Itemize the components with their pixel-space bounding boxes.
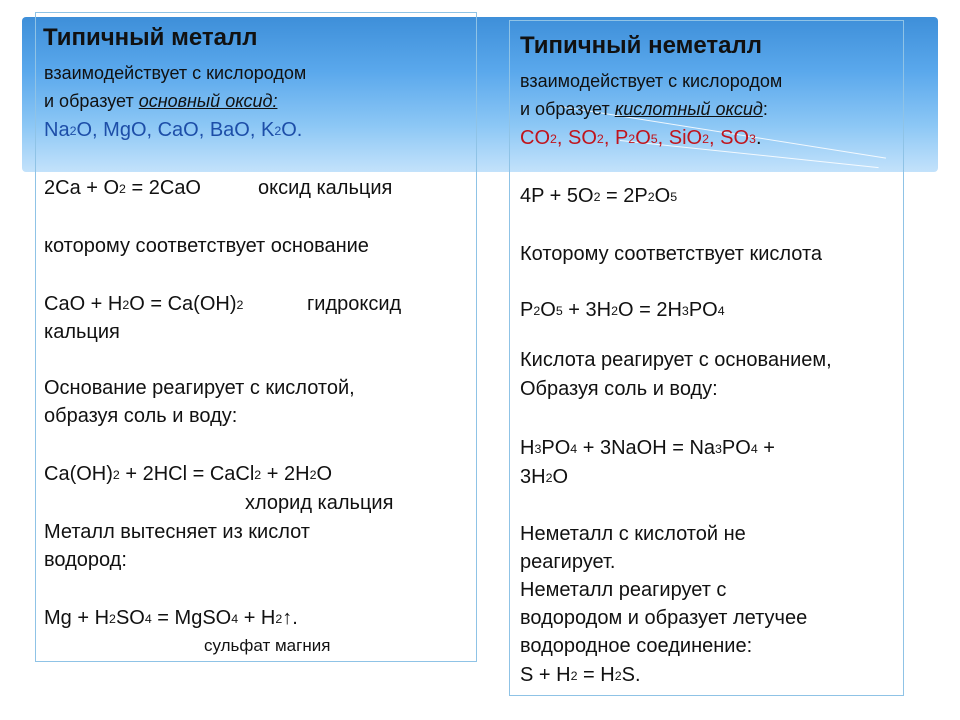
nonmetal-header-line2: и образует кислотный оксид:	[520, 99, 768, 119]
nonmetal-equation-4: $S + H_2 = H_2S$.	[520, 664, 641, 686]
nonmetal-text-3-line1: Неметалл с кислотой не	[520, 523, 746, 545]
metal-oxides-list: $Na_2O$, MgO, CaO, BaO, $K_2O$.	[44, 119, 303, 141]
nonmetal-text-2-line2: Образуя соль и воду:	[520, 378, 718, 400]
nonmetal-text-1: Которому соответствует кислота	[520, 243, 823, 265]
metal-equation-4-label: сульфат магния	[204, 636, 331, 655]
metal-equation-3: $Ca(OH)_2 + 2HCl$ = CaCl$_2$ + $2H_2O$	[44, 463, 333, 485]
nonmetal-equation-3: $H_3PO_4$ + 3NaOH = $Na_3PO_4$ +	[520, 437, 775, 459]
nonmetal-equation-3-cont: $3H_2O$	[520, 466, 569, 488]
metal-text-2-line1: Основание реагирует с кислотой,	[44, 377, 355, 399]
nonmetal-equation-1: $4P + 5O_2 = 2P_2O_5$	[520, 185, 678, 207]
metal-header-line1: взаимодействует с кислородом	[44, 63, 307, 83]
metal-equation-3-label: хлорид кальция	[245, 492, 394, 514]
nonmetal-title: Типичный неметалл	[520, 32, 763, 59]
metal-text-1: которому соответствует основание	[44, 235, 369, 257]
metal-equation-2-label-cont: кальция	[44, 321, 120, 343]
basic-oxide-term: основный оксид:	[138, 91, 278, 111]
metal-equation-2: CaO + $H_2O = Ca(OH)_2$	[44, 293, 244, 315]
metal-text-2-line2: образуя соль и воду:	[44, 405, 238, 427]
nonmetal-text-4-line2: водородом и образует летучее	[520, 607, 808, 629]
metal-equation-2-label: гидроксид	[307, 293, 402, 315]
metal-equation-1: $2Ca + O_2 = 2CaO$	[44, 177, 201, 199]
nonmetal-text-2-line1: Кислота реагирует с основанием,	[520, 349, 832, 371]
nonmetal-text-3-line2: реагирует.	[520, 551, 616, 573]
nonmetal-text-4-line3: водородное соединение:	[520, 635, 753, 657]
metal-equation-1-label: оксид кальция	[258, 177, 393, 199]
nonmetal-oxides-list: $CO_2$, $SO_2$, $P_2O_5$, SiO$_2$, $SO_3$.	[520, 127, 762, 149]
acidic-oxide-term: кислотный оксид	[614, 99, 763, 119]
nonmetal-text-4-line1: Неметалл реагирует с	[520, 579, 727, 601]
metal-header-line2: и образует основный оксид:	[44, 91, 278, 111]
metal-text-3-line2: водород:	[44, 549, 127, 571]
nonmetal-header-line1: взаимодействует с кислородом	[520, 71, 783, 91]
nonmetal-equation-2: $P_2O_5 + 3H_2O = 2H_3PO_4$	[520, 299, 725, 321]
metal-text-3-line1: Металл вытесняет из кислот	[44, 521, 310, 543]
metal-equation-4: $Mg + H_2SO_4$ = MgSO$_4$ + $H_2↑$.	[44, 607, 298, 629]
metal-title: Типичный металл	[43, 24, 258, 51]
